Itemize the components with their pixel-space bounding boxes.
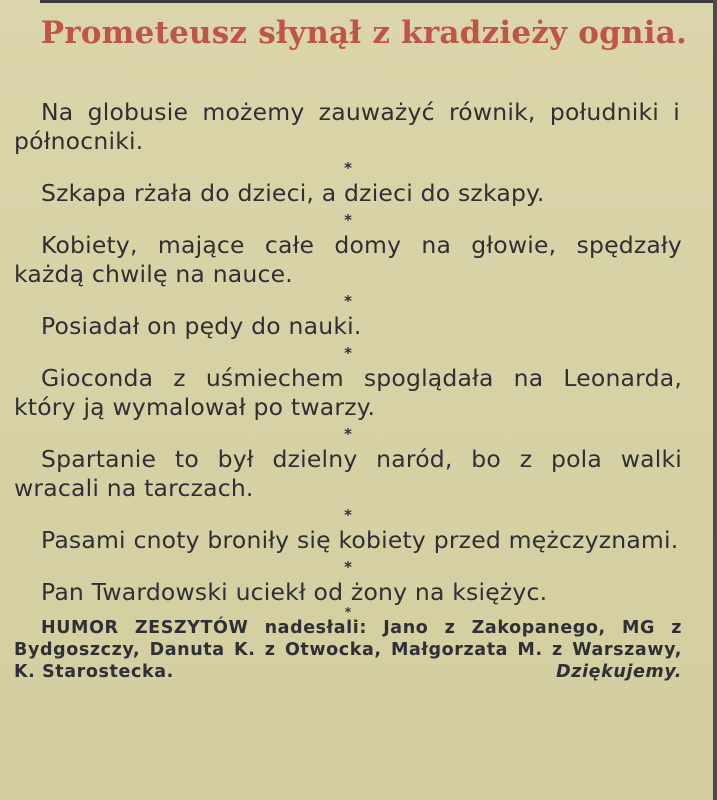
separator-asterisk: * [344,211,352,229]
joke-item: Pan Twardowski uciekł od żony na księżyc. [41,578,548,606]
separator-asterisk: * [344,344,352,362]
joke-item: Spartanie to był dzielny naród, bo z pola walki wracali na tarczach. [14,445,682,502]
separator-asterisk: * [344,558,352,576]
joke-item: Gioconda z uśmiechem spoglądała na Leonarda, który ją wymalował po twarzy. [14,364,682,421]
top-rule [40,0,717,3]
joke-item: Na globusie możemy zauważyć równik, południki i północniki. [14,98,680,155]
joke-item: Kobiety, mające całe domy na głowie, spędzały każdą chwilę na nauce. [14,231,682,288]
page-edge [713,0,717,800]
separator-asterisk: * [344,292,352,310]
joke-item: Pasami cnoty broniły się kobiety przed mężczyznami. [41,526,679,554]
separator-asterisk: * [344,159,352,177]
credits-paragraph [14,617,682,683]
joke-item: Szkapa rżała do dzieci, a dzieci do szkapy. [41,179,545,207]
separator-asterisk: * [344,425,352,443]
article-title: Prometeusz słynął z kradzieży ognia. [40,15,687,51]
article-body [14,98,682,683]
separator-asterisk: * [344,605,352,619]
joke-item: Posiadał on pędy do nauki. [41,312,362,340]
separator-asterisk: * [344,506,352,524]
credits-text: HUMOR ZESZYTÓW nadesłali: Jano z Zakopanego, MG z Bydgoszczy, Danuta K. z Otwocka, Małgorzata M. z Warszawy, K. Starostecka. [14,618,682,682]
thanks-text: Dziękujemy. [556,662,682,682]
